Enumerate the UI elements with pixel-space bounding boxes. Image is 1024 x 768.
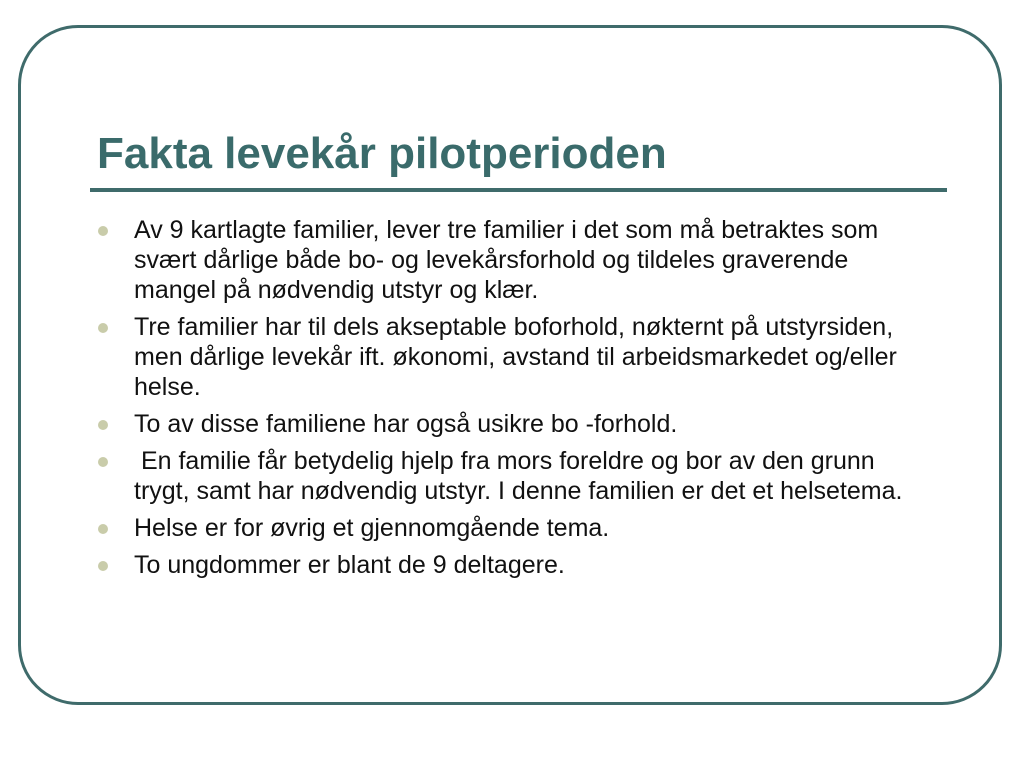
bullet-item — [98, 312, 928, 402]
bullet-text: To ungdommer er blant de 9 deltagere. — [134, 551, 565, 579]
bullet-list — [98, 215, 928, 587]
bullet-icon — [98, 524, 108, 534]
bullet-icon — [98, 420, 108, 430]
bullet-item — [98, 409, 928, 439]
bullet-icon — [98, 561, 108, 571]
bullet-text: Av 9 kartlagte familier, lever tre familier i det som må betraktes som svært dårlige både bo- og levekårsforhold og tildeles graverende mangel på nødvendig utstyr og klær. — [134, 216, 886, 304]
slide-title: Fakta levekår pilotperioden — [97, 129, 667, 178]
bullet-item — [98, 215, 928, 305]
bullet-icon — [98, 226, 108, 236]
bullet-text: En familie får betydelig hjelp fra mors foreldre og bor av den grunn trygt, samt har nødvendig utstyr. I denne familien er det et helsetema. — [134, 447, 903, 505]
bullet-text: Helse er for øvrig et gjennomgående tema. — [134, 514, 610, 542]
bullet-item — [98, 446, 928, 506]
bullet-icon — [98, 457, 108, 467]
bullet-icon — [98, 323, 108, 333]
bullet-item — [98, 550, 928, 580]
title-divider — [90, 188, 947, 192]
bullet-text: To av disse familiene har også usikre bo -forhold. — [134, 410, 678, 438]
bullet-item — [98, 513, 928, 543]
bullet-text: Tre familier har til dels akseptable boforhold, nøkternt på utstyrsiden, men dårlige levekår ift. økonomi, avstand til arbeidsmarkedet og/eller helse. — [134, 313, 904, 401]
